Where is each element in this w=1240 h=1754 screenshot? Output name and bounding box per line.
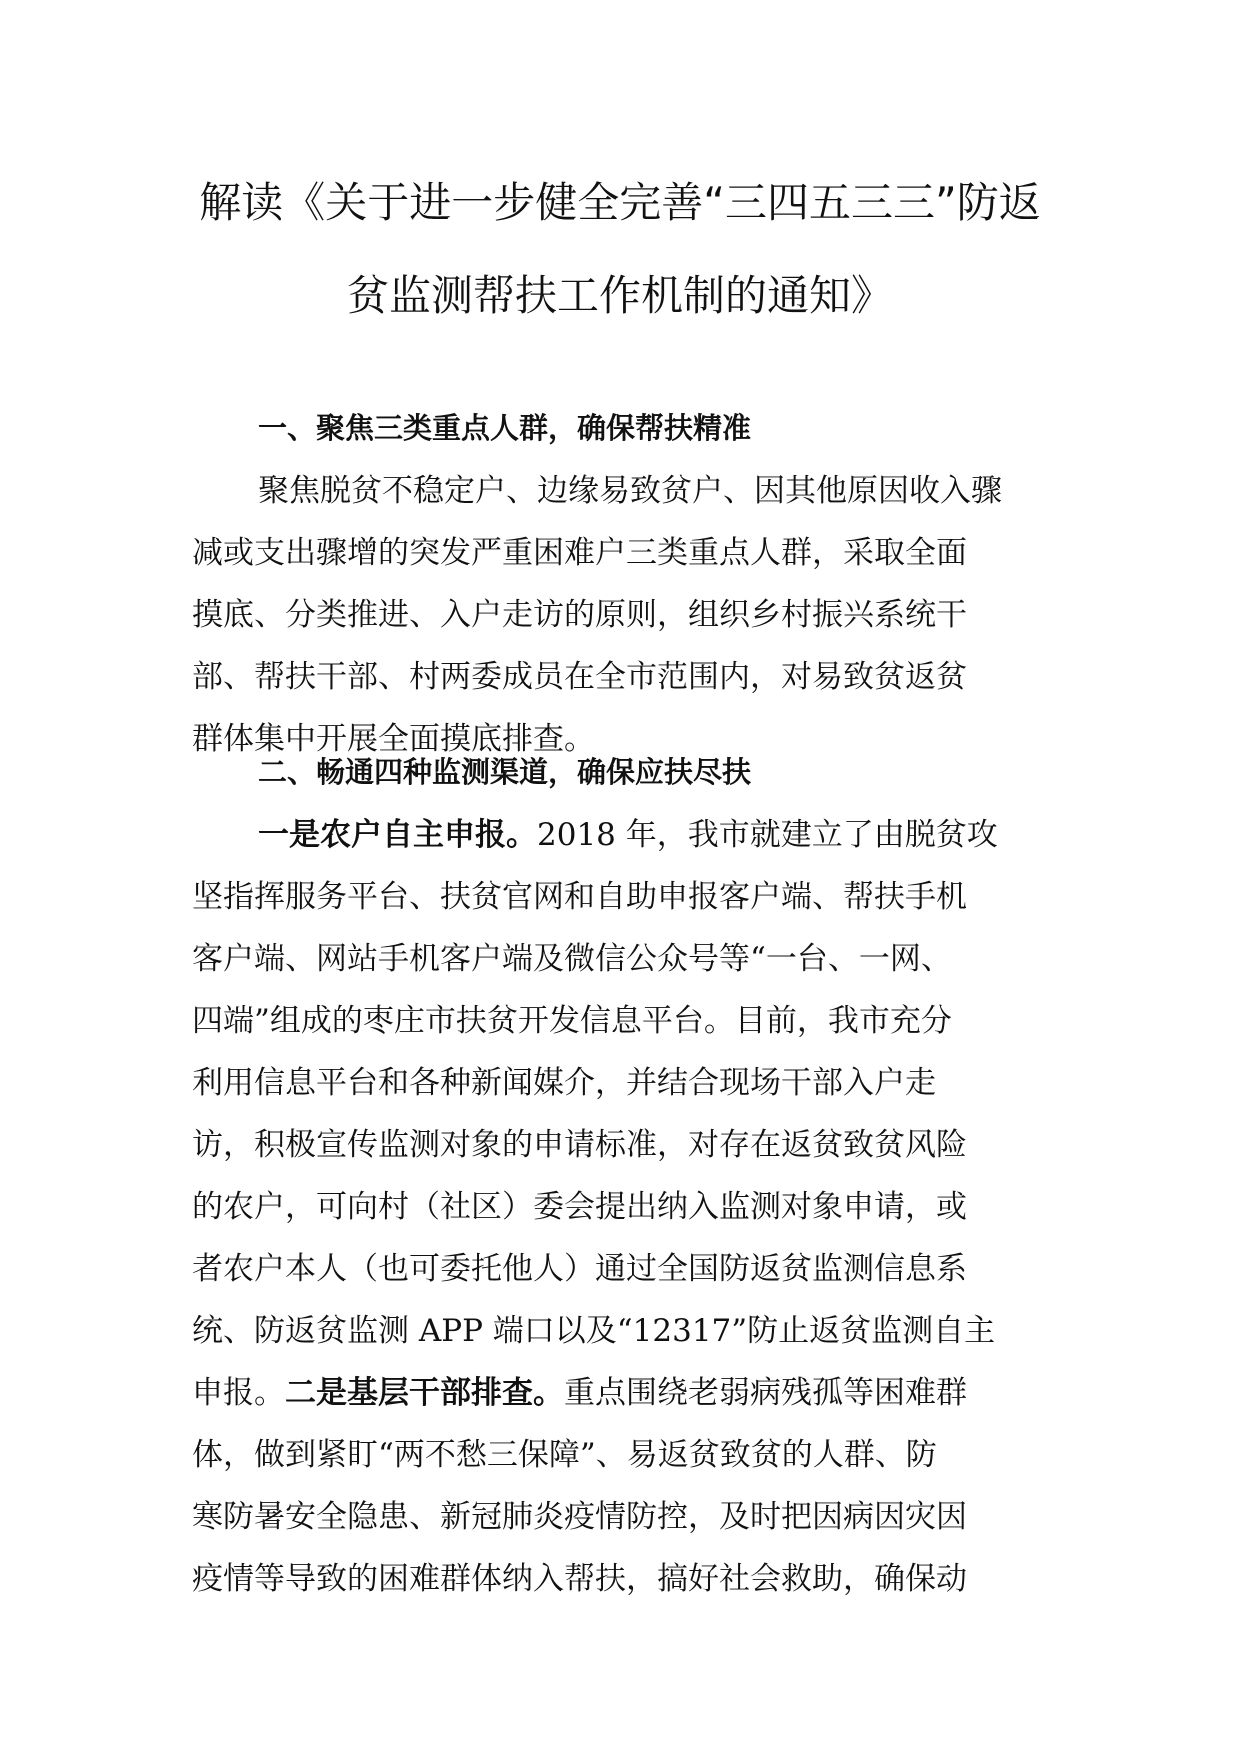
mixed-prefix-text: 申报。: [192, 1375, 285, 1411]
paragraph-line: 聚焦脱贫不稳定户、边缘易致贫户、因其他原因收入骤: [258, 473, 1002, 509]
paragraph-line: 部、帮扶干部、村两委成员在全市范围内，对易致贫返贫: [192, 659, 967, 695]
paragraph-line: 访，积极宣传监测对象的申请标准，对存在返贫致贫风险: [192, 1127, 967, 1163]
paragraph-line: 的农户，可向村（社区）委会提出纳入监测对象申请，或: [192, 1189, 967, 1225]
paragraph-line: 客户端、网站手机客户端及微信公众号等“一台、一网、: [192, 941, 952, 977]
document-title-line-2: 贫监测帮扶工作机制的通知》: [346, 271, 893, 320]
mixed-bold-phrase: 二是基层干部排查。: [285, 1375, 564, 1411]
lead-bold-phrase: 一是农户自主申报。: [258, 817, 537, 853]
paragraph-line: 利用信息平台和各种新闻媒介，并结合现场干部入户走: [192, 1065, 936, 1101]
paragraph-line: 疫情等导致的困难群体纳入帮扶，搞好社会救助，确保动: [192, 1561, 967, 1597]
paragraph-line: [192, 1362, 998, 1424]
paragraph-line: 统、防返贫监测 APP 端口以及“12317”防止返贫监测自主: [192, 1313, 996, 1349]
section-2-heading: 二、畅通四种监测渠道，确保应扶尽扶: [258, 755, 752, 789]
paragraph-line: 者农户本人（也可委托他人）通过全国防返贫监测信息系: [192, 1251, 967, 1287]
document-title-line-1: 解读《关于进一步健全完善“三四五三三”防返: [199, 178, 1041, 227]
paragraph-line: 减或支出骤增的突发严重困难户三类重点人群，采取全面: [192, 535, 967, 571]
section-1-paragraph: [192, 460, 1002, 770]
mixed-rest-text: 重点围绕老弱病残孤等困难群: [564, 1375, 967, 1411]
paragraph-line: 四端”组成的枣庄市扶贫开发信息平台。目前，我市充分: [192, 1003, 952, 1039]
lead-rest-text: 2018 年，我市就建立了由脱贫攻: [537, 817, 998, 853]
paragraph-line: 寒防暑安全隐患、新冠肺炎疫情防控，及时把因病因灾因: [192, 1499, 967, 1535]
paragraph-line: 坚指挥服务平台、扶贫官网和自助申报客户端、帮扶手机: [192, 879, 967, 915]
section-1-heading: 一、聚焦三类重点人群，确保帮扶精准: [258, 411, 752, 445]
paragraph-line: 摸底、分类推进、入户走访的原则，组织乡村振兴系统干: [192, 597, 967, 633]
section-2-paragraph: [192, 804, 998, 1610]
paragraph-line: 体，做到紧盯“两不愁三保障”、易返贫致贫的人群、防: [192, 1437, 937, 1473]
paragraph-line: 群体集中开展全面摸底排查。: [192, 721, 595, 757]
paragraph-line: [192, 804, 998, 866]
